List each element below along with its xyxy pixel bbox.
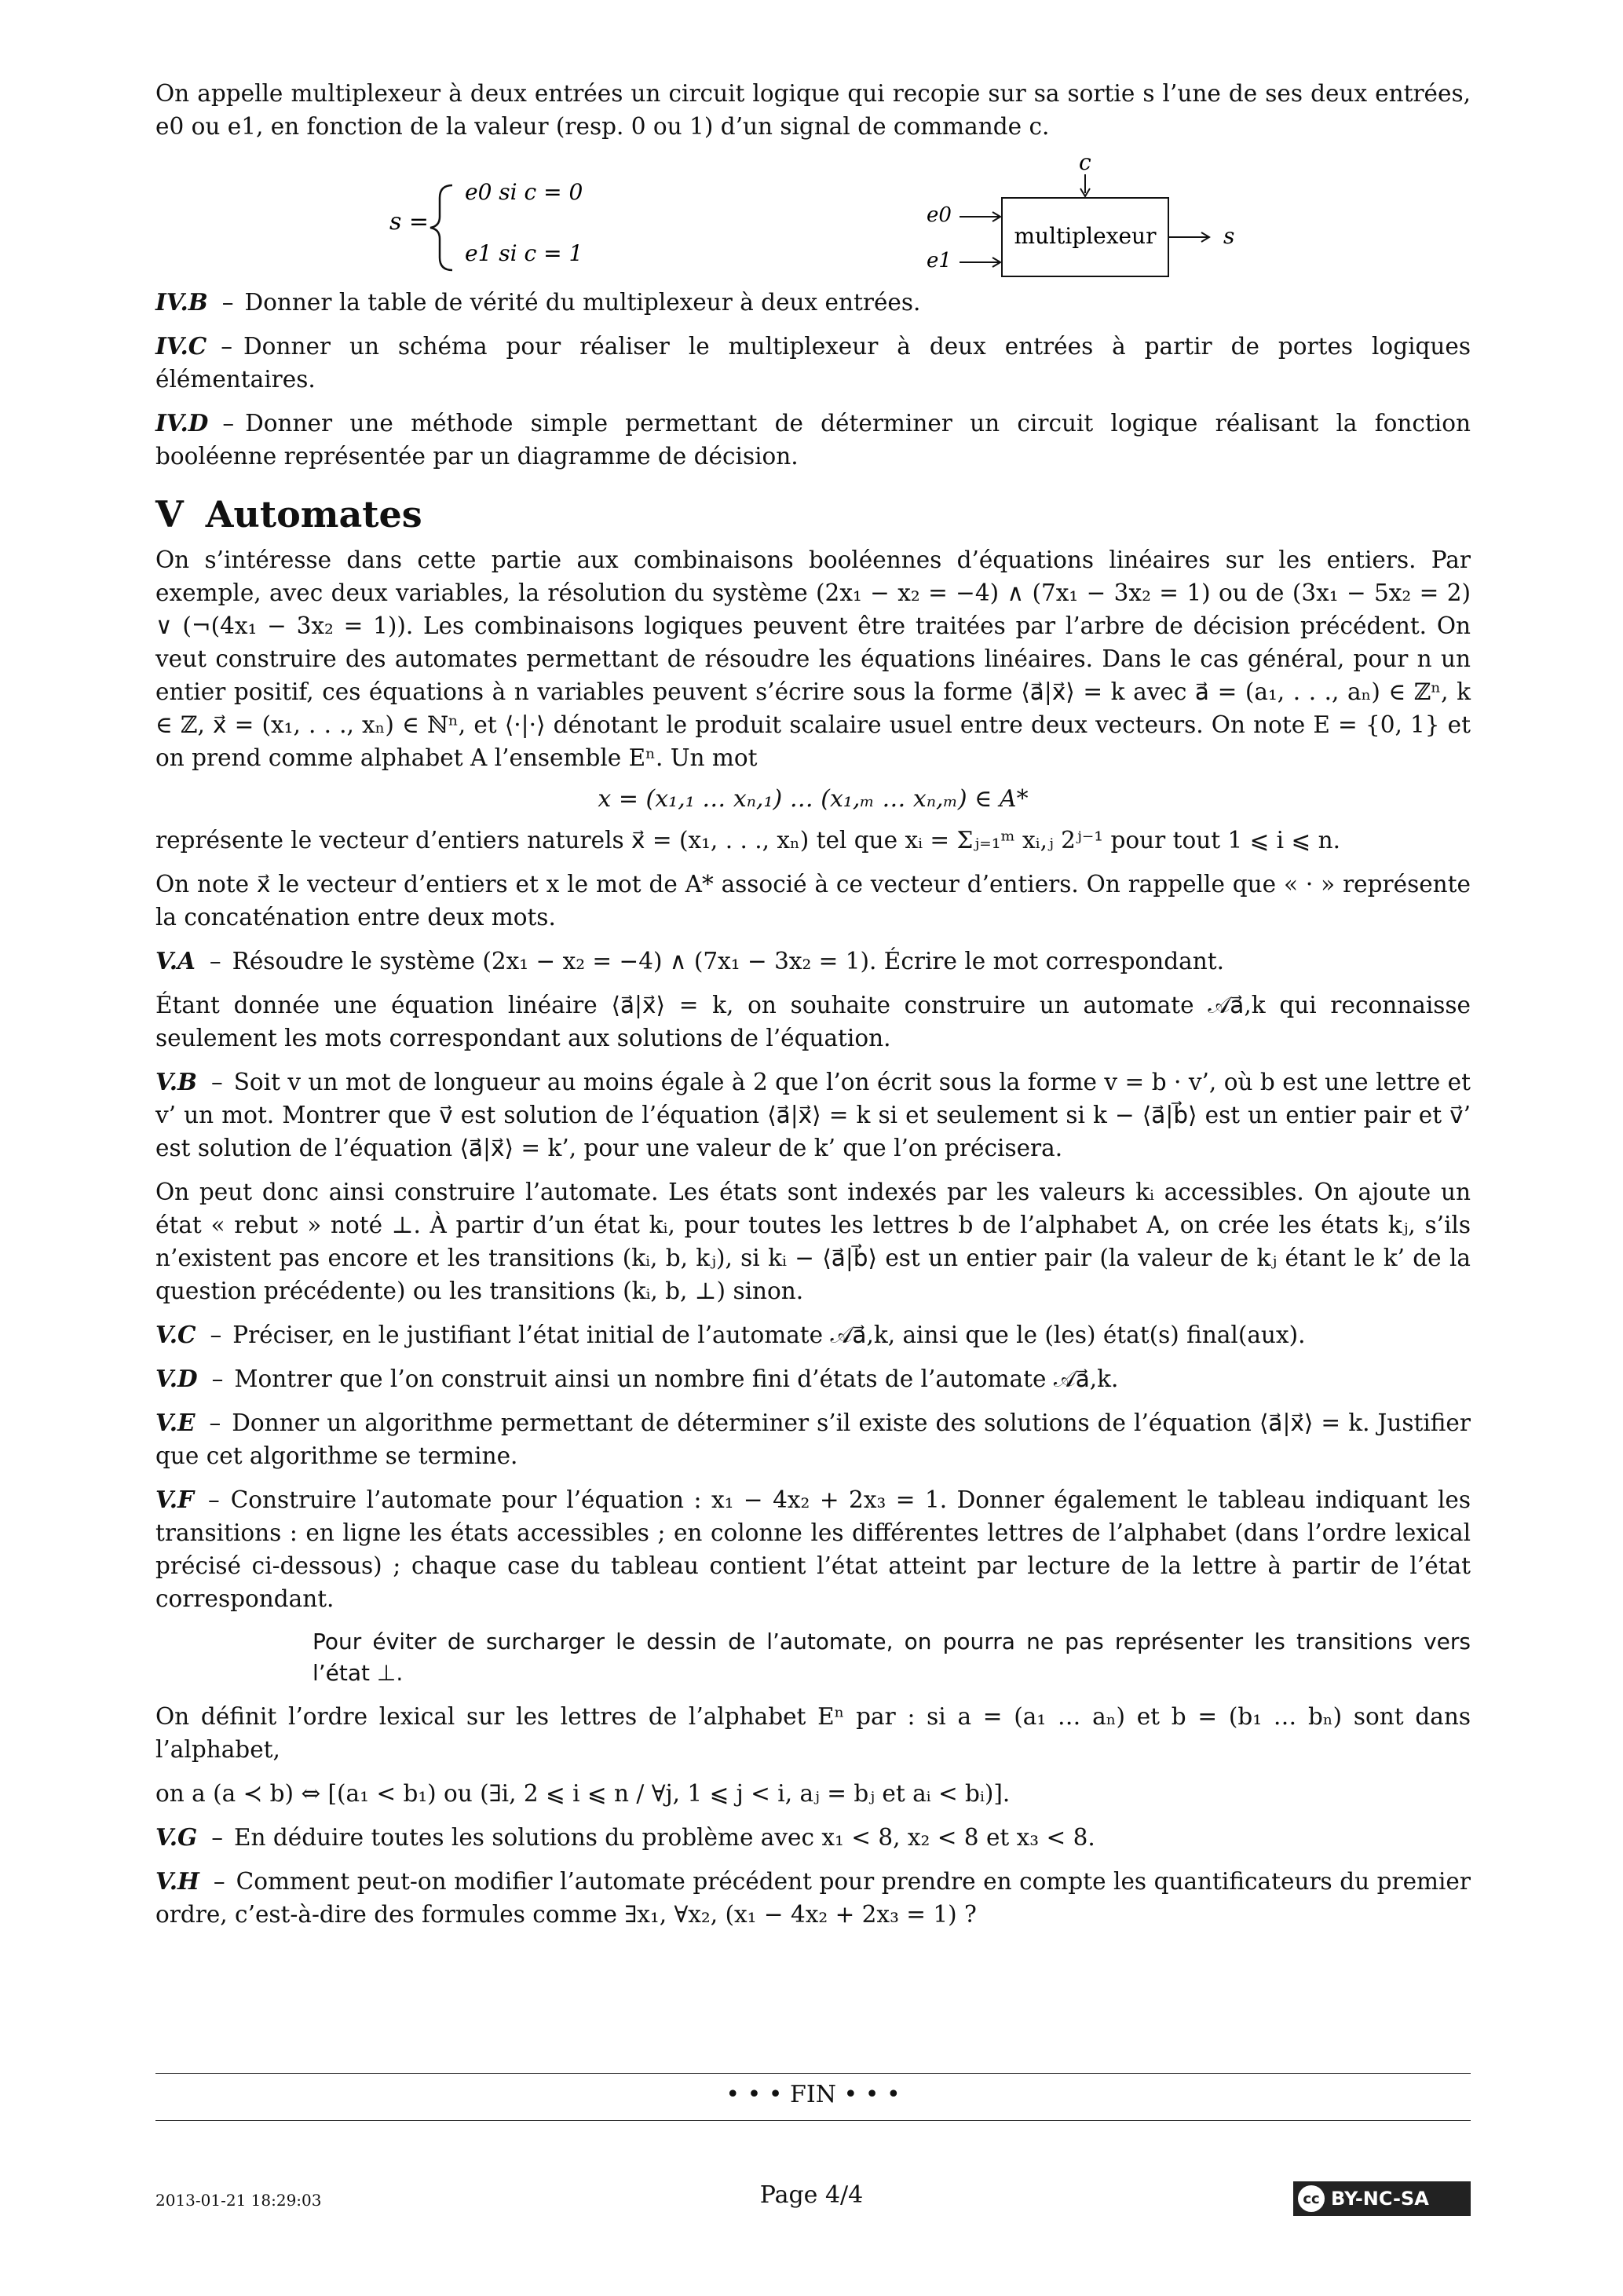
drawing-note: Pour éviter de surcharger le dessin de l’automate, on pourra ne pas représenter les transitions vers l’état ⊥. (313, 1629, 1471, 1686)
footer-rule-bottom (155, 2120, 1471, 2121)
section-number: V (155, 493, 184, 536)
question-iv-c: IV.C – Donner un schéma pour réaliser le multiplexeur à deux entrées à partir de portes logiques élémentaires. (155, 332, 1471, 393)
question-label: V.G (155, 1823, 198, 1851)
section-title: Automates (205, 493, 422, 536)
question-iv-d: IV.D – Donner une méthode simple permettant de déterminer un circuit logique réalisant la fonction booléenne représentée par un diagramme de décision. (155, 409, 1471, 470)
question-text: Soit v un mot de longueur au moins égale à 2 que l’on écrit sous la forme v = b · v’, où b est une lettre et v’ un mot. Montrer que v⃗ est solution de l’équation ⟨a⃗|x⃗⟩ = k si et seulement si k − ⟨a⃗|b⃗⟩ est un entier pair et v⃗’ est solution de l’équation ⟨a⃗|x⃗⟩ = k’, pour une valeur de k’ que l’on précisera. (155, 1069, 1471, 1161)
question-label: V.F (155, 1486, 194, 1513)
question-text: En déduire toutes les solutions du problème avec x₁ < 8, x₂ < 8 et x₃ < 8. (233, 1824, 1095, 1851)
question-text: Préciser, en le justifiant l’état initial de l’automate 𝒜a⃗,k, ainsi que le (les) état(s) final(aux). (232, 1322, 1306, 1348)
question-text: Comment peut-on modifier l’automate précédent pour prendre en compte les quantificateurs du premier ordre, c’est-à-dire des formules comme ∃x₁, ∀x₂, (x₁ − 4x₂ + 2x₃ = 1) ? (155, 1868, 1471, 1928)
case-1: e0 si c = 0 (465, 179, 583, 205)
footer-rule-top (155, 2073, 1471, 2074)
question-label: V.D (155, 1365, 198, 1392)
question-text: Donner la table de vérité du multiplexeur à deux entrées. (244, 289, 921, 316)
page-number: Page 4/4 (759, 2181, 864, 2209)
license-badge (1293, 2181, 1471, 2216)
word-equation: x = (x₁,₁ … xₙ,₁) … (x₁,ₘ … xₙ,ₘ) ∈ A* (598, 785, 1029, 813)
part-v-vector: représente le vecteur d’entiers naturels x⃗ = (x₁, . . ., xₙ) tel que xᵢ = Σⱼ₌₁ᵐ xᵢ,ⱼ 2ʲ⁻¹ pour tout 1 ⩽ i ⩽ n. (155, 827, 1340, 854)
question-text: Montrer que l’on construit ainsi un nombre fini d’états de l’automate 𝒜a⃗,k. (234, 1366, 1119, 1392)
output-s-label: s (1223, 223, 1235, 249)
lexical-order-definition: On définit l’ordre lexical sur les lettres de l’alphabet Eⁿ par : si a = (a₁ … aₙ) et b = (b₁ … bₙ) sont dans l’alphabet, (155, 1703, 1471, 1763)
input-c-label: c (1079, 154, 1091, 175)
part-v-construction: On peut donc ainsi construire l’automate. Les états sont indexés par les valeurs kᵢ accessibles. On ajoute un état « rebut » noté ⊥. À partir d’un état kᵢ, pour toutes les lettres b de l’alphabet A, on crée les états kⱼ, s’ils n’existent pas encore et les transitions (kᵢ, b, kⱼ), si kᵢ − ⟨a⃗|b⃗⟩ est un entier pair (la valeur de kⱼ étant le k’ de la question précédente) ou les transitions (kᵢ, b, ⊥) sinon. (155, 1179, 1471, 1304)
intro-paragraph: On appelle multiplexeur à deux entrées un circuit logique qui recopie sur sa sortie s l’une de ses deux entrées, e0 ou e1, en fonction de la valeur (resp. 0 ou 1) d’un signal de commande c. (155, 80, 1471, 140)
question-label: V.H (155, 1867, 199, 1895)
question-v-d: V.D – Montrer que l’on construit ainsi un nombre fini d’états de l’automate 𝒜a⃗,k. (155, 1365, 1119, 1392)
print-date: 2013-01-21 18:29:03 (155, 2191, 322, 2210)
lexical-order-formula: on a (a ≺ b) ⇔ [(a₁ < b₁) ou (∃i, 2 ⩽ i ⩽ n / ∀j, 1 ⩽ j < i, aⱼ = bⱼ et aᵢ < bᵢ)]. (155, 1780, 1011, 1807)
multiplexer-label: multiplexeur (1014, 223, 1157, 249)
input-e0-label: e0 (927, 203, 952, 227)
cc-icon: cc (1298, 2185, 1325, 2212)
part-v-automaton-intro: Étant donnée une équation linéaire ⟨a⃗|x⃗⟩ = k, on souhaite construire un automate 𝒜a⃗,k qui reconnaisse seulement les mots correspondant aux solutions de l’équation. (155, 992, 1471, 1051)
question-text: Donner une méthode simple permettant de déterminer un circuit logique réalisant la fonction booléenne représentée par un diagramme de décision. (155, 410, 1471, 470)
part-v-intro: On s’intéresse dans cette partie aux combinaisons booléennes d’équations linéaires sur les entiers. Par exemple, avec deux variables, la résolution du système (2x₁ − x₂ = −4) ∧ (7x₁ − 3x₂ = 1) ou de (3x₁ − 5x₂ = 2) ∨ (¬(4x₁ − 3x₂ = 1)). Les combinaisons logiques peuvent être traitées par l’arbre de décision précédent. On veut construire des automates permettant de résoudre les équations linéaires. Dans le cas général, pour n un entier positif, ces équations à n variables peuvent s’écrire sous la forme ⟨a⃗|x⃗⟩ = k avec a⃗ = (a₁, . . ., aₙ) ∈ ℤⁿ, k ∈ ℤ, x⃗ = (x₁, . . ., xₙ) ∈ ℕⁿ, et ⟨·|·⟩ dénotant le produit scalaire usuel entre deux vecteurs. On note E = {0, 1} et on prend comme alphabet A l’ensemble Eⁿ. Un mot (155, 547, 1471, 771)
question-label: IV.D (155, 409, 209, 437)
part-v-notation: On note x⃗ le vecteur d’entiers et x le mot de A* associé à ce vecteur d’entiers. On rappelle que « · » représente la concaténation entre deux mots. (155, 871, 1471, 930)
license-text: BY-NC-SA (1331, 2188, 1429, 2210)
brace (430, 185, 452, 270)
question-v-c: V.C – Préciser, en le justifiant l’état initial de l’automate 𝒜a⃗,k, ainsi que le (les) état(s) final(aux). (155, 1321, 1306, 1348)
question-label: V.C (155, 1321, 196, 1348)
input-e1-label: e1 (927, 249, 952, 272)
question-v-e: V.E – Donner un algorithme permettant de déterminer s’il existe des solutions de l’équation ⟨a⃗|x⃗⟩ = k. Justifier que cet algorithme se termine. (155, 1409, 1471, 1469)
question-text: Résoudre le système (2x₁ − x₂ = −4) ∧ (7x₁ − 3x₂ = 1). Écrire le mot correspondant. (232, 948, 1224, 974)
question-v-b: V.B – Soit v un mot de longueur au moins égale à 2 que l’on écrit sous la forme v = b · v’, où b est une lettre et v’ un mot. Montrer que v⃗ est solution de l’équation ⟨a⃗|x⃗⟩ = k si et seulement si k − ⟨a⃗|b⃗⟩ est un entier pair et v⃗’ est solution de l’équation ⟨a⃗|x⃗⟩ = k’, pour une valeur de k’ que l’on précisera. (155, 1068, 1471, 1161)
question-text: Construire l’automate pour l’équation : x₁ − 4x₂ + 2x₃ = 1. Donner également le tableau indiquant les transitions : en ligne les états accessibles ; en colonne les différentes lettres de l’alphabet (dans l’ordre lexical précisé ci-dessous) ; chaque case du tableau contient l’état atteint par lecture de la lettre à partir de l’état correspondant. (155, 1486, 1471, 1612)
question-label: V.B (155, 1068, 197, 1095)
multiplexer-figure (155, 154, 1471, 286)
question-v-f: V.F – Construire l’automate pour l’équation : x₁ − 4x₂ + 2x₃ = 1. Donner également le tableau indiquant les transitions : en ligne les états accessibles ; en colonne les différentes lettres de l’alphabet (dans l’ordre lexical précisé ci-dessous) ; chaque case du tableau contient l’état atteint par lecture de la lettre à partir de l’état correspondant. (155, 1486, 1471, 1612)
section-heading (155, 493, 1471, 536)
question-label: V.A (155, 947, 196, 974)
multiplexer-diagram (155, 154, 1471, 286)
question-label: V.E (155, 1409, 196, 1436)
question-iv-b: IV.B – Donner la table de vérité du multiplexeur à deux entrées. (155, 288, 921, 316)
question-label: IV.B (155, 288, 208, 316)
fin-marker: • • • FIN • • • (726, 2081, 901, 2108)
question-v-h: V.H – Comment peut-on modifier l’automate précédent pour prendre en compte les quantificateurs du premier ordre, c’est-à-dire des formules comme ∃x₁, ∀x₂, (x₁ − 4x₂ + 2x₃ = 1) ? (155, 1867, 1471, 1928)
s-equals: s = (389, 208, 430, 236)
question-v-g: V.G – En déduire toutes les solutions du problème avec x₁ < 8, x₂ < 8 et x₃ < 8. (155, 1823, 1095, 1851)
page-body (155, 77, 1471, 1942)
question-text: Donner un schéma pour réaliser le multiplexeur à deux entrées à partir de portes logiques élémentaires. (155, 333, 1471, 393)
question-text: Donner un algorithme permettant de déterminer s’il existe des solutions de l’équation ⟨a⃗|x⃗⟩ = k. Justifier que cet algorithme se termine. (155, 1409, 1471, 1469)
case-2: e1 si c = 1 (465, 240, 583, 266)
question-v-a: V.A – Résoudre le système (2x₁ − x₂ = −4) ∧ (7x₁ − 3x₂ = 1). Écrire le mot correspondant. (155, 947, 1224, 974)
question-label: IV.C (155, 332, 207, 360)
